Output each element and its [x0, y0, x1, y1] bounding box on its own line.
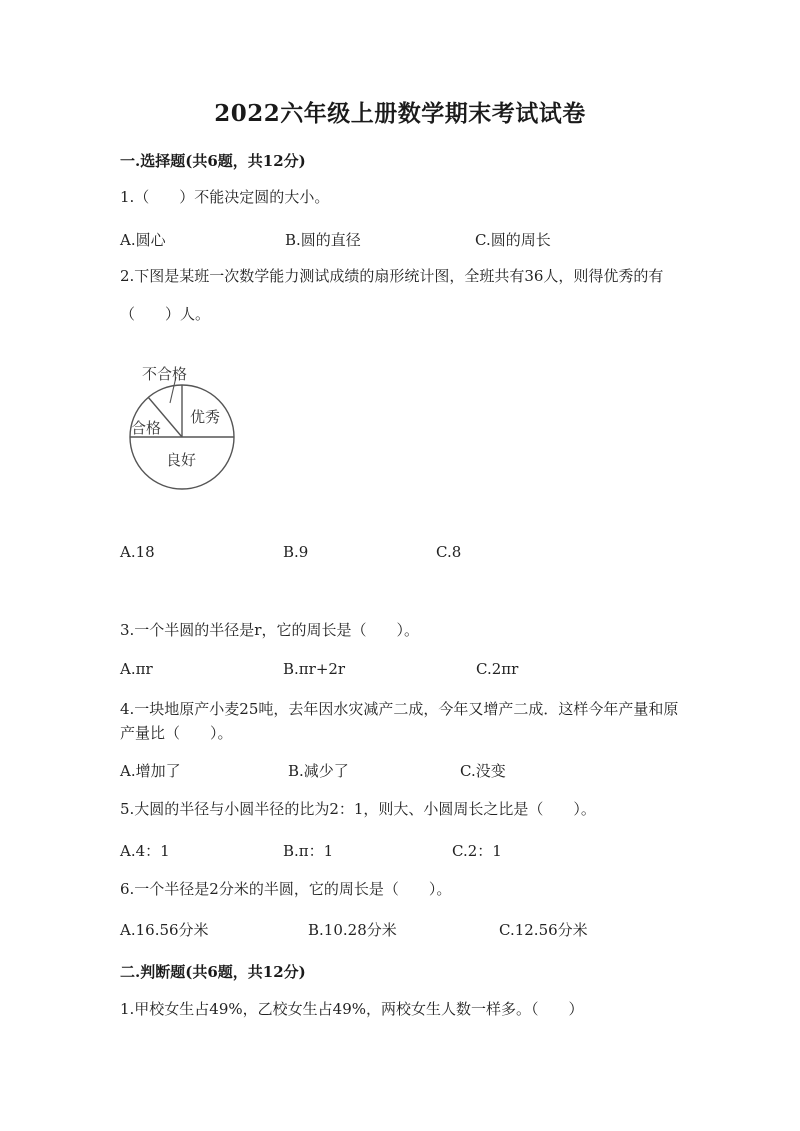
question-2: 2.下图是某班一次数学能力测试成绩的扇形统计图，全班共有36人，则得优秀的有（ ）人。: [120, 267, 664, 323]
q4-option-a[interactable]: A.增加了: [120, 762, 181, 780]
q6-option-a[interactable]: A.16.56分米: [120, 921, 209, 939]
q5-option-b[interactable]: B.π：1: [283, 842, 334, 860]
q5-option-a[interactable]: A.4：1: [120, 842, 170, 860]
pie-label-pass: 合格: [131, 419, 162, 437]
judgement-1: 1.甲校女生占49%，乙校女生占49%，两校女生人数一样多。（ ）: [120, 1000, 584, 1018]
question-5: 5.大圆的半径与小圆半径的比为2：1，则大、小圆周长之比是（ ）。: [120, 800, 596, 818]
q6-option-c[interactable]: C.12.56分米: [499, 921, 588, 939]
q3-option-b[interactable]: B.πr+2r: [283, 660, 346, 678]
q2-option-b[interactable]: B.9: [283, 543, 309, 561]
pie-label-excellent: 优秀: [190, 408, 221, 426]
question-1: 1.（ ）不能决定圆的大小。: [120, 188, 330, 206]
q1-option-a[interactable]: A.圆心: [120, 231, 166, 249]
q3-option-a[interactable]: A.πr: [120, 660, 153, 678]
q6-option-b[interactable]: B.10.28分米: [308, 921, 397, 939]
q2-option-c[interactable]: C.8: [436, 543, 462, 561]
question-4: 4.一块地原产小麦25吨，去年因水灾减产二成，今年又增产二成．这样今年产量和原产量比（ ）。: [120, 700, 679, 742]
section-heading-choice: 一.选择题(共6题，共12分): [120, 152, 306, 170]
q2-option-a[interactable]: A.18: [120, 543, 155, 561]
pie-label-fail: 不合格: [142, 365, 188, 383]
question-3: 3.一个半圆的半径是r，它的周长是（ ）。: [120, 621, 419, 639]
pie-chart: [120, 355, 260, 505]
page-title: 2022六年级上册数学期末考试试卷: [214, 100, 586, 127]
q4-option-b[interactable]: B.减少了: [288, 762, 349, 780]
q5-option-c[interactable]: C.2：1: [452, 842, 502, 860]
section-heading-judgement: 二.判断题(共6题，共12分): [120, 963, 306, 981]
q1-option-c[interactable]: C.圆的周长: [475, 231, 551, 249]
q4-option-c[interactable]: C.没变: [460, 762, 506, 780]
pie-label-good: 良好: [166, 451, 197, 469]
question-6: 6.一个半径是2分米的半圆，它的周长是（ ）。: [120, 880, 452, 898]
q1-option-b[interactable]: B.圆的直径: [285, 231, 361, 249]
q3-option-c[interactable]: C.2πr: [476, 660, 519, 678]
